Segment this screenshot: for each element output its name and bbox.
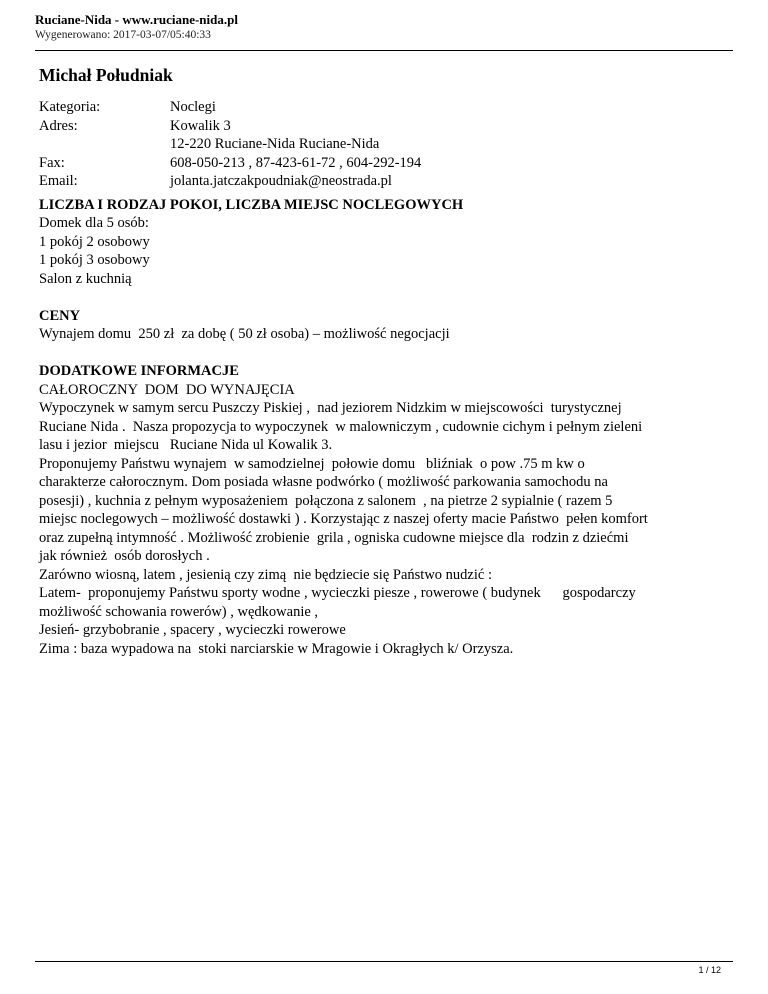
section-spacer xyxy=(39,344,729,363)
page-header xyxy=(35,12,733,43)
additional-info-line: lasu i jezior miejscu Ruciane Nida ul Kowalik 3. xyxy=(39,437,333,453)
info-value: Kowalik 3 xyxy=(170,117,231,134)
info-row-address-city xyxy=(39,135,421,154)
rooms-line: 1 pokój 2 osobowy xyxy=(39,233,150,250)
generated-timestamp: Wygenerowano: 2017-03-07/05:40:33 xyxy=(35,29,211,41)
info-row-email xyxy=(39,172,421,191)
additional-info-line: Zarówno wiosną, latem , jesienią czy zimą nie będziecie się Państwo nudzić : xyxy=(39,566,492,583)
listing-info-table xyxy=(39,98,421,191)
additional-info-line: Jesień- grzybobranie , spacery , wycieczki rowerowe xyxy=(39,622,346,638)
rooms-line: Domek dla 5 osób: xyxy=(39,215,149,231)
rooms-heading: LICZBA I RODZAJ POKOI, LICZBA MIEJSC NOCLEGOWYCH xyxy=(39,196,464,213)
additional-info-line: posesji) , kuchnia z pełnym wyposażeniem połączona z salonem , na pietrze 2 sypialnie ( razem 5 xyxy=(39,492,613,509)
rooms-line: Salon z kuchnią xyxy=(39,270,132,287)
page-number: 1 / 12 xyxy=(698,965,721,975)
info-value: 12-220 Ruciane-Nida Ruciane-Nida xyxy=(170,136,380,152)
additional-info-line: Ruciane Nida . Nasza propozycja to wypoczynek w malowniczym , cudownie cichym i pełnym zieleni xyxy=(39,418,643,435)
additional-info-line: charakterze całorocznym. Dom posiada własne podwórko ( możliwość parkowania samochodu na xyxy=(39,474,608,490)
additional-info-line: Proponujemy Państwu wynajem w samodzielnej połowie domu bliźniak o pow .75 m kw o xyxy=(39,455,585,472)
additional-info-line: Zima : baza wypadowa na stoki narciarskie w Mragowie i Okragłych k/ Orzysza. xyxy=(39,640,514,657)
prices-line: Wynajem domu 250 zł za dobę ( 50 zł osoba) – możliwość negocjacji xyxy=(39,326,450,342)
prices-heading: CENY xyxy=(39,307,81,324)
additional-info-line: oraz zupełną intymność . Możliwość zrobienie grila , ogniska cudowne miejsce dla rodzin z dziećmi xyxy=(39,529,629,546)
info-value: jolanta.jatczakpoudniak@neostrada.pl xyxy=(170,173,392,189)
info-value: Noclegi xyxy=(170,99,216,115)
info-row-category xyxy=(39,98,421,117)
info-label xyxy=(39,135,170,154)
listing-name: Michał Południak xyxy=(39,65,173,85)
info-label: Adres: xyxy=(39,117,78,134)
additional-info-line: możliwość schowania rowerów) , wędkowanie , xyxy=(39,603,319,620)
additional-info-line: CAŁOROCZNY DOM DO WYNAJĘCIA xyxy=(39,381,295,398)
header-divider xyxy=(35,50,733,51)
section-spacer xyxy=(39,288,729,307)
additional-info-line: miejsc noclegowych – możliwość dostawki ) . Korzystając z naszej oferty macie Państwo pełen komfort xyxy=(39,511,648,527)
footer-divider xyxy=(35,961,733,962)
rooms-line: 1 pokój 3 osobowy xyxy=(39,252,150,268)
info-row-address xyxy=(39,117,421,136)
info-row-fax xyxy=(39,154,421,173)
site-title: Ruciane-Nida - www.ruciane-nida.pl xyxy=(35,12,238,27)
additional-info-line: Latem- proponujemy Państwu sporty wodne , wycieczki piesze , rowerowe ( budynek gospodarczy xyxy=(39,585,636,601)
info-value: 608-050-213 , 87-423-61-72 , 604-292-194 xyxy=(170,154,422,171)
document-body xyxy=(39,64,729,658)
additional-info-line: Wypoczynek w samym sercu Puszczy Piskiej , nad jeziorem Nidzkim w miejscowości turystycznej xyxy=(39,400,622,416)
additional-info-heading: DODATKOWE INFORMACJE xyxy=(39,363,239,379)
additional-info-line: jak również osób dorosłych . xyxy=(39,548,210,564)
info-label: Kategoria: xyxy=(39,99,101,115)
info-label: Fax: xyxy=(39,154,65,171)
info-label: Email: xyxy=(39,173,78,189)
